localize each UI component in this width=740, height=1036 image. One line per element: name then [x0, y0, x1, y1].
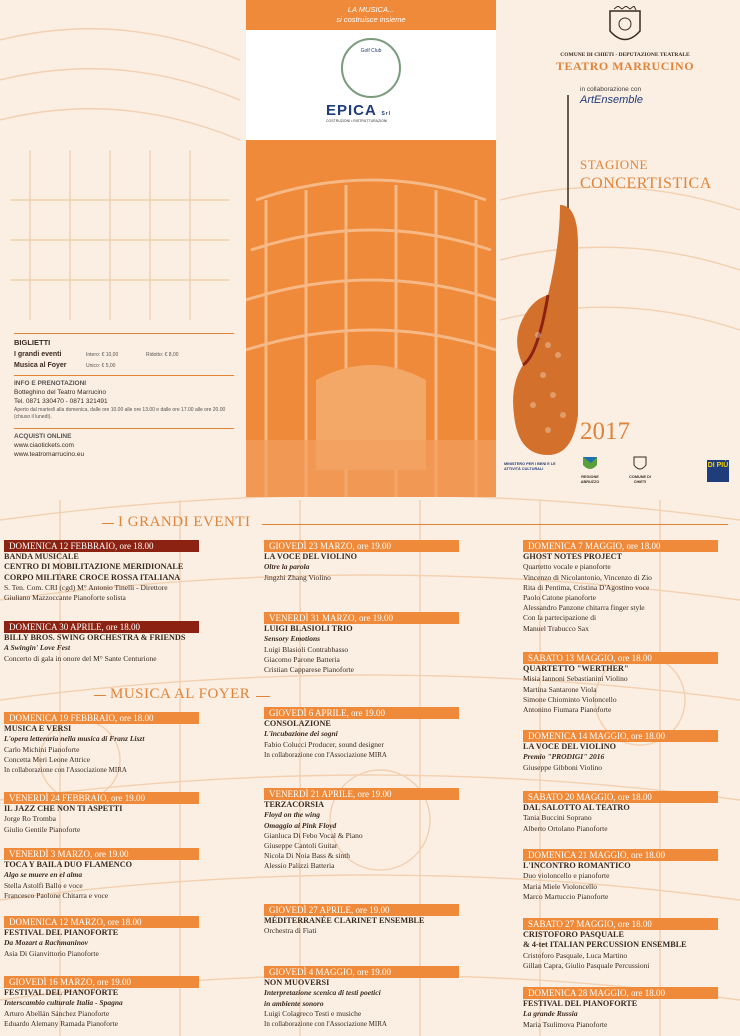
- event-entry: [523, 652, 740, 715]
- event-entry: [4, 540, 236, 603]
- info-title: INFO E PRENOTAZIONI: [14, 380, 87, 387]
- comune-crest-icon: [632, 455, 648, 473]
- event-subtitle: in ambiente sonoro: [264, 998, 324, 1008]
- event-performer: S. Ten. Com. CRI (cgd) M° Antonio Tinelli - Direttore: [4, 582, 168, 592]
- event-entry: [4, 712, 236, 775]
- event-title: GHOST NOTES PROJECT: [523, 552, 623, 562]
- theater-photo: [246, 140, 496, 497]
- event-performer: Luigi Colagreco Testi e musiche: [264, 1008, 362, 1018]
- event-performer: Marco Martuccio Pianoforte: [523, 891, 609, 901]
- info-line: Botteghino del Teatro Marrucino: [14, 389, 107, 396]
- event-title: IL JAZZ CHE NON TI ASPETTI: [4, 804, 123, 814]
- event-performer: Giuliano Mazzoccante Pianoforte solista: [4, 593, 126, 603]
- event-performer: Cristoforo Pasquale, Luca Martino: [523, 950, 628, 960]
- section-divider: [262, 524, 728, 525]
- event-date-header: VENERDÌ 31 MARZO, ore 19.00: [264, 612, 459, 624]
- event-performer: Alberto Ortolano Pianoforte: [523, 823, 608, 833]
- event-subtitle: L'incubazione dei sogni: [264, 729, 338, 739]
- ticket-row: I grandi eventi Intero: € 10,00 Ridotto: € 8,00: [14, 351, 179, 358]
- event-performer: Giacomo Parone Batteria: [264, 654, 340, 664]
- event-performer: Gianluca Di Febo Vocal & Piano: [264, 830, 363, 840]
- event-performer: Tania Buccini Soprano: [523, 813, 592, 823]
- event-performer: Arturo Abellán Sánchez Pianoforte: [4, 1008, 110, 1018]
- teatro-title: TEATRO MARRUCINO: [555, 59, 695, 73]
- sponsor-regione: REGIONE ABRUZZO: [575, 455, 605, 485]
- center-cover-panel: [246, 0, 496, 497]
- event-subtitle: L'opera letteraria nella musica di Franz Liszt: [4, 734, 145, 744]
- event-title: BILLY BROS. SWING ORCHESTRA & FRIENDS: [4, 633, 186, 643]
- event-performer: Maria Miele Violoncello: [523, 881, 597, 891]
- violin-mosaic-icon: [508, 95, 583, 460]
- event-entry: [264, 904, 496, 937]
- event-title: CORPO MILITARE CROCE ROSSA ITALIANA: [4, 572, 181, 582]
- event-date-header: DOMENICA 19 FEBBRAIO, ore 18.00: [4, 712, 199, 724]
- event-date-header: VENERDÌ 21 APRILE, ore 19.00: [264, 788, 459, 800]
- event-performer: Quartetto vocale e pianoforte: [523, 562, 611, 572]
- sponsor-comune: COMUNE DI CHIETI: [625, 455, 655, 485]
- event-date-header: SABATO 20 MAGGIO, ore 18.00: [523, 791, 718, 803]
- event-title: NON MUOVERSI: [264, 978, 330, 988]
- event-subtitle: Sensory Emotions: [264, 634, 321, 644]
- event-performer: Concerto di gala in onore del M° Sante Centurione: [4, 653, 157, 663]
- event-performer: Duo violoncello e pianoforte: [523, 871, 610, 881]
- event-performer: Carlo Michini Pianoforte: [4, 744, 80, 754]
- event-date-header: DOMENICA 12 FEBBRAIO, ore 18.00: [4, 540, 199, 552]
- event-entry: [523, 791, 740, 834]
- section-grandi-eventi: I GRANDI EVENTI: [118, 514, 251, 530]
- event-entry: [4, 792, 236, 835]
- event-performer: Cristian Capparese Pianoforte: [264, 665, 354, 675]
- slogan-banner: LA MUSICA... si costruisce insieme: [246, 0, 496, 30]
- event-date-header: VENERDÌ 3 MARZO, ore 19.00: [4, 848, 199, 860]
- event-entry: [4, 621, 236, 664]
- section-divider: [256, 696, 270, 697]
- event-title: TERZACORSIA: [264, 800, 325, 810]
- event-performer: Luigi Blasioli Contrabbasso: [264, 644, 349, 654]
- event-title: & 4-tet ITALIAN PERCUSSION ENSEMBLE: [523, 940, 687, 950]
- event-performer: Alessandro Panzone chitarra finger style: [523, 603, 645, 613]
- event-performer: Giulio Gentile Pianoforte: [4, 824, 81, 834]
- event-entry: [4, 848, 236, 901]
- event-entry: [523, 730, 740, 773]
- theater-interior-graphic: [246, 140, 496, 497]
- comune-label: COMUNE DI CHIETI - DEPUTAZIONE TEATRALE: [560, 52, 690, 58]
- event-subtitle: Omaggio ai Pink Floyd: [264, 820, 337, 830]
- event-title: CENTRO DI MOBILITAZIONE MERIDIONALE: [4, 562, 184, 572]
- right-cover-panel: [500, 0, 740, 497]
- event-performer: Martina Santarone Viola: [523, 684, 597, 694]
- sponsor-ministero: MINISTERO PER I BENI E LE ATTIVITÀ CULTURALI: [504, 462, 556, 471]
- event-performer: Nicola Di Noia Bass & sinth: [264, 851, 351, 861]
- event-entry: [264, 966, 496, 1029]
- online-link-1[interactable]: www.ciaotickets.com: [14, 442, 74, 449]
- event-title: QUARTETTO "WERTHER": [523, 664, 629, 674]
- event-title: TOCA Y BAILA DUO FLAMENCO: [4, 860, 132, 870]
- event-performer: Rita di Pentima, Cristina D'Agostino voce: [523, 582, 650, 592]
- event-performer: Simone Chiominto Violoncello: [523, 694, 617, 704]
- event-performer: Giuseppe Cantoli Guitar: [264, 841, 338, 851]
- event-date-header: GIOVEDÌ 16 MARZO, ore 19.00: [4, 976, 199, 988]
- event-date-header: DOMENICA 21 MAGGIO, ore 18.00: [523, 849, 718, 861]
- event-subtitle: Algo se muere en el alma: [4, 870, 83, 880]
- artensemble-logo: ArtEnsemble: [580, 94, 643, 106]
- event-date-header: SABATO 13 MAGGIO, ore 18.00: [523, 652, 718, 664]
- event-entry: [264, 707, 496, 760]
- event-title: FESTIVAL DEL PIANOFORTE: [4, 988, 119, 998]
- event-performer: Vincenzo di Nicolantonio, Vincenzo di Zio: [523, 572, 652, 582]
- event-title: LA VOCE DEL VIOLINO: [523, 742, 617, 752]
- event-date-header: DOMENICA 28 MAGGIO, ore 18.00: [523, 987, 718, 999]
- collab-label: in collaborazione con: [580, 86, 642, 93]
- event-title: DAL SALOTTO AL TEATRO: [523, 803, 630, 813]
- epica-logo: EPICA Srl COSTRUZIONI • RISTRUTTURAZIONI: [326, 102, 392, 123]
- golf-club-logo: Golf Club: [341, 38, 401, 98]
- event-subtitle: Interscambio culturale Italia - Spagna: [4, 998, 123, 1008]
- event-date-header: GIOVEDÌ 23 MARZO, ore 19.00: [264, 540, 459, 552]
- event-performer: Gillan Capra, Giulio Pasquale Percussioni: [523, 960, 650, 970]
- event-title: CONSOLAZIONE: [264, 719, 331, 729]
- ticket-row: Musica al Foyer Unico: € 5,00: [14, 362, 116, 369]
- event-performer: Jorge Ro Tromba: [4, 814, 56, 824]
- event-performer: Concetta Meri Leone Attrice: [4, 754, 91, 764]
- sponsor-dipiu: DI PIÙ: [707, 460, 729, 482]
- event-date-header: GIOVEDÌ 4 MAGGIO, ore 19.00: [264, 966, 459, 978]
- event-performer: Con la partecipazione di: [523, 613, 597, 623]
- event-title: BANDA MUSICALE: [4, 552, 79, 562]
- event-subtitle: Interpretazione scenica di testi poetici: [264, 988, 381, 998]
- event-date-header: DOMENICA 12 MARZO, ore 18.00: [4, 916, 199, 928]
- online-title: ACQUISTI ONLINE: [14, 433, 72, 440]
- event-date-header: SABATO 27 MAGGIO, ore 18.00: [523, 918, 718, 930]
- event-date-header: VENERDÌ 24 FEBBRAIO, ore 19.00: [4, 792, 199, 804]
- event-performer: Antonino Fiumara Pianoforte: [523, 705, 612, 715]
- event-subtitle: La grande Russia: [523, 1009, 578, 1019]
- tickets-panel: [14, 333, 234, 460]
- event-performer: Giuseppe Gibboni Violino: [523, 762, 602, 772]
- coat-of-arms-icon: [600, 6, 650, 51]
- event-entry: [523, 849, 740, 902]
- event-title: MUSICA E VERSI: [4, 724, 72, 734]
- event-entry: [264, 540, 496, 583]
- event-title: FESTIVAL DEL PIANOFORTE: [4, 928, 119, 938]
- event-performer: Asia Di Gianvittorio Pianoforte: [4, 948, 99, 958]
- season-year: 2017: [580, 418, 630, 445]
- event-performer: Misia Iannoni Sebastianini Violino: [523, 674, 628, 684]
- online-link-2[interactable]: www.teatromarrucino.eu: [14, 451, 85, 458]
- stagione-label: STAGIONE: [580, 157, 648, 172]
- event-performer: In collaborazione con l'Associazione MIRA: [264, 750, 387, 759]
- event-title: L'INCONTRO ROMANTICO: [523, 861, 631, 871]
- event-performer: Eduardo Alemany Ramada Pianoforte: [4, 1018, 118, 1028]
- event-performer: Orchestra di Fiati: [264, 926, 317, 936]
- opening-hours: Aperto dal martedì alla domenica, dalle ore 10.00 alle ore 13.00 e dalle ore 17.00 alle ore 20.00 (chiuso il lunedì).: [14, 407, 226, 420]
- event-performer: Fabio Colucci Producer, sound designer: [264, 739, 384, 749]
- event-performer: Francesco Paolone Chitarra e voce: [4, 890, 109, 900]
- event-performer: Manuel Trabucco Sax: [523, 623, 589, 633]
- event-performer: In collaborazione con l'Associazione MIRA: [264, 1020, 387, 1029]
- event-subtitle: A Swingin' Love Fest: [4, 643, 71, 653]
- event-entry: [4, 916, 236, 959]
- event-performer: Jingzhi Zhang Violino: [264, 572, 331, 582]
- event-date-header: DOMENICA 14 MAGGIO, ore 18.00: [523, 730, 718, 742]
- concertistica-label: CONCERTISTICA: [580, 175, 712, 192]
- event-date-header: DOMENICA 30 APRILE, ore 18.00: [4, 621, 199, 633]
- event-entry: [523, 540, 740, 634]
- event-subtitle: Oltre la parola: [264, 562, 310, 572]
- event-performer: In collaborazione con l'Associazione MIRA: [4, 766, 127, 775]
- event-title: MÉDITERRANÉE CLARINET ENSEMBLE: [264, 916, 425, 926]
- section-musica-foyer: MUSICA AL FOYER: [110, 686, 251, 702]
- event-date-header: DOMENICA 7 MAGGIO, ore 18.00: [523, 540, 718, 552]
- regione-logo-icon: [581, 455, 599, 473]
- event-entry: [523, 918, 740, 971]
- event-date-header: GIOVEDÌ 27 APRILE, ore 19.00: [264, 904, 459, 916]
- event-performer: Paolo Catone pianoforte: [523, 593, 596, 603]
- event-date-header: GIOVEDÌ 6 APRILE, ore 19.00: [264, 707, 459, 719]
- event-title: LA VOCE DEL VIOLINO: [264, 552, 358, 562]
- event-entry: [523, 987, 740, 1030]
- event-title: CRISTOFORO PASQUALE: [523, 930, 624, 940]
- event-subtitle: Da Mozart a Rachmaninov: [4, 938, 88, 948]
- event-performer: Alessio Palizzi Batteria: [264, 861, 335, 871]
- event-entry: [264, 612, 496, 675]
- event-subtitle: Premio "PRODIGI" 2016: [523, 752, 605, 762]
- tickets-title: BIGLIETTI: [14, 338, 51, 347]
- event-entry: [4, 976, 236, 1029]
- event-subtitle: Floyd on the wing: [264, 810, 321, 820]
- event-performer: Maria Tsulimova Pianoforte: [523, 1019, 608, 1029]
- event-performer: Stella Astolfi Ballo e voce: [4, 880, 83, 890]
- event-title: LUIGI BLASIOLI TRIO: [264, 624, 353, 634]
- event-title: FESTIVAL DEL PIANOFORTE: [523, 999, 638, 1009]
- info-phone: Tel. 0871 330470 - 0871 321491: [14, 398, 108, 405]
- event-entry: [264, 788, 496, 872]
